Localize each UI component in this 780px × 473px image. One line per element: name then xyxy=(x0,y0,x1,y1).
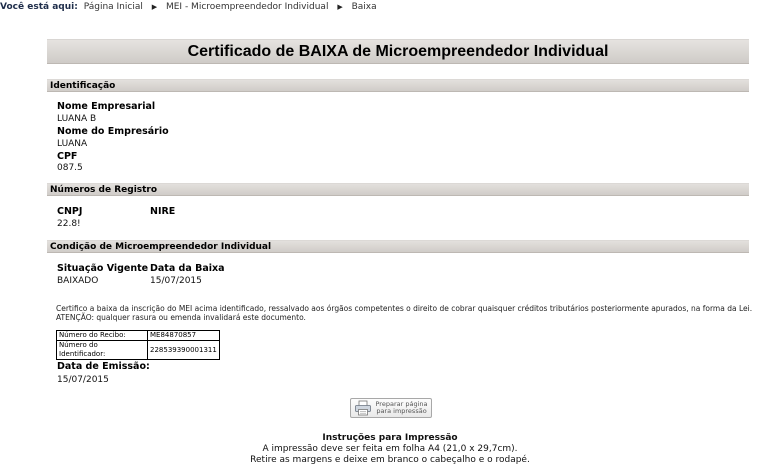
nome-empresarial-label: Nome Empresarial xyxy=(57,101,156,112)
nome-empresario-value: LUANA xyxy=(57,139,88,149)
numero-identificador-label: Número do Identificador: xyxy=(57,341,148,360)
nome-empresario-label: Nome do Empresário xyxy=(57,126,169,137)
breadcrumb-lead: Você está aqui: xyxy=(0,2,78,12)
data-baixa-value: 15/07/2015 xyxy=(150,276,202,286)
situacao-vigente-label: Situação Vigente xyxy=(57,263,149,274)
breadcrumb-item-mei[interactable]: MEI - Microempreendedor Individual xyxy=(165,2,329,12)
atencao-text: ATENÇÃO: qualquer rasura ou emenda invalidará este documento. xyxy=(56,313,306,322)
cpf-label: CPF xyxy=(57,151,78,162)
section-condicao: Condição de Microempreendedor Individual xyxy=(47,240,749,253)
cpf-value: 087.5 xyxy=(57,163,83,173)
section-identificacao: Identificação xyxy=(47,79,749,92)
numero-identificador-value: 228539390001311 xyxy=(148,341,220,360)
instructions-title: Instruções para Impressão xyxy=(322,433,458,443)
instructions-line2: Retire as margens e deixe em branco o cabeçalho e o rodapé. xyxy=(250,455,530,465)
prepare-print-label-line1: Preparar página xyxy=(375,400,428,408)
table-row xyxy=(57,331,220,341)
nire-label: NIRE xyxy=(150,206,176,217)
data-baixa-label: Data da Baixa xyxy=(150,263,225,274)
numero-recibo-value: ME84870857 xyxy=(148,331,220,341)
prepare-print-button[interactable] xyxy=(350,398,432,418)
data-emissao-value: 15/07/2015 xyxy=(57,375,109,385)
prepare-print-label-line2: para impressão xyxy=(376,407,427,415)
breadcrumb-separator-icon: ▶ xyxy=(337,3,343,11)
breadcrumb xyxy=(0,0,377,14)
instructions-line1: A impressão deve ser feita em folha A4 (21,0 x 29,7cm). xyxy=(262,444,518,454)
receipt-table xyxy=(56,330,220,360)
breadcrumb-item-home[interactable]: Página Inicial xyxy=(83,2,143,12)
cnpj-label: CNPJ xyxy=(57,206,83,217)
certifico-text: Certifico a baixa da inscrição do MEI acima identificado, ressalvado aos órgãos competentes o direito de cobrar quaisquer créditos tributários posteriormente apurados, na forma da Lei. xyxy=(56,304,753,313)
printer-icon xyxy=(354,400,372,416)
breadcrumb-separator-icon: ▶ xyxy=(151,3,158,11)
numero-recibo-label: Número do Recibo: xyxy=(57,331,148,341)
data-emissao-label: Data de Emissão: xyxy=(57,361,150,372)
breadcrumb-item-baixa: Baixa xyxy=(351,2,377,12)
prepare-print-label xyxy=(372,401,431,415)
situacao-vigente-value: BAIXADO xyxy=(57,276,99,286)
nome-empresarial-value: LUANA B xyxy=(57,114,97,124)
page-title: Certificado de BAIXA de Microempreendedor Individual xyxy=(47,39,749,64)
cnpj-value: 22.8! xyxy=(57,219,81,229)
table-row xyxy=(57,341,220,360)
section-numeros-registro: Números de Registro xyxy=(47,183,749,196)
